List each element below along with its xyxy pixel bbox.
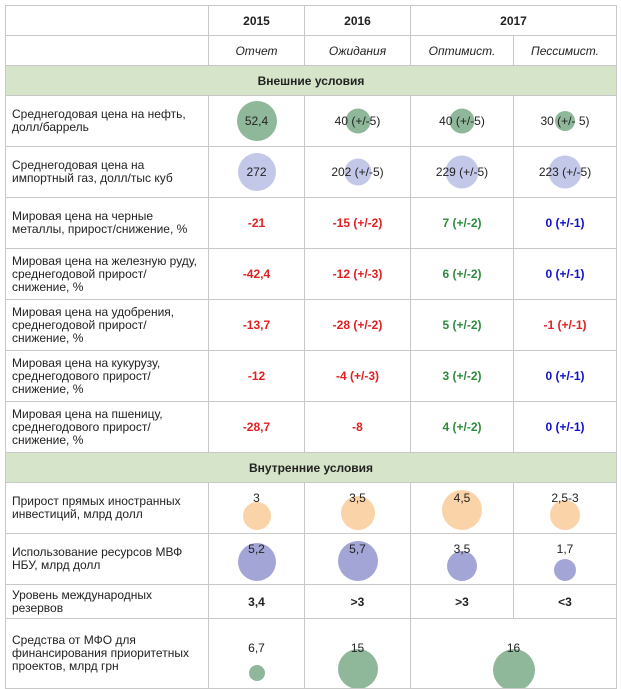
imf-2016: 5,7 xyxy=(305,534,411,585)
metals-2016: -15 (+/-2) xyxy=(305,198,411,249)
row-fdi xyxy=(6,483,617,534)
ore-2017-opt: 6 (+/-2) xyxy=(411,249,514,300)
bubble xyxy=(554,559,576,581)
wheat-2016: -8 xyxy=(305,402,411,453)
fertilizer-2015: -13,7 xyxy=(209,300,305,351)
section-internal: Внутренние условия xyxy=(6,453,617,483)
row-label: Мировая цена на удобрения, среднегодовой прирост/снижение, % xyxy=(6,300,209,351)
reserves-2017-pes: <3 xyxy=(514,585,617,619)
wheat-2015: -28,7 xyxy=(209,402,305,453)
corner-cell xyxy=(6,36,209,66)
ore-2015: -42,4 xyxy=(209,249,305,300)
row-corn xyxy=(6,351,617,402)
imf-2015: 5,2 xyxy=(209,534,305,585)
row-imf xyxy=(6,534,617,585)
row-ore xyxy=(6,249,617,300)
oil-2017-opt: 40 (+/-5) xyxy=(411,96,514,147)
corn-2017-opt: 3 (+/-2) xyxy=(411,351,514,402)
fertilizer-2016: -28 (+/-2) xyxy=(305,300,411,351)
ifi-2015: 6,7 xyxy=(209,619,305,689)
row-label: Прирост прямых иностранных инвестиций, млрд долл xyxy=(6,483,209,534)
fdi-2017-opt: 4,5 xyxy=(411,483,514,534)
wheat-2017-opt: 4 (+/-2) xyxy=(411,402,514,453)
oil-2015: 52,4 xyxy=(209,96,305,147)
row-ifi xyxy=(6,619,617,689)
wheat-2017-pes: 0 (+/-1) xyxy=(514,402,617,453)
fertilizer-2017-opt: 5 (+/-2) xyxy=(411,300,514,351)
scenario-pessimistic: Пессимист. xyxy=(514,36,617,66)
row-label: Мировая цена на черные металлы, прирост/снижение, % xyxy=(6,198,209,249)
oil-2017-pes: 30 (+/- 5) xyxy=(514,96,617,147)
scenario-optimistic: Оптимист. xyxy=(411,36,514,66)
year-2015: 2015 xyxy=(209,6,305,36)
row-label: Среднегодовая цена на импортный газ, долл/тыс куб xyxy=(6,147,209,198)
imf-2017-opt: 3,5 xyxy=(411,534,514,585)
year-2017: 2017 xyxy=(411,6,617,36)
scenario-expected: Ожидания xyxy=(305,36,411,66)
bubble xyxy=(249,665,265,681)
metals-2015: -21 xyxy=(209,198,305,249)
gas-2017-opt: 229 (+/-5) xyxy=(411,147,514,198)
row-label: Среднегодовая цена на нефть, долл/баррель xyxy=(6,96,209,147)
corn-2017-pes: 0 (+/-1) xyxy=(514,351,617,402)
row-label: Мировая цена на кукурузу, среднегодового прирост/снижение, % xyxy=(6,351,209,402)
gas-2017-pes: 223 (+/-5) xyxy=(514,147,617,198)
row-reserves xyxy=(6,585,617,619)
scenario-header-row xyxy=(6,36,617,66)
corn-2015: -12 xyxy=(209,351,305,402)
year-2016: 2016 xyxy=(305,6,411,36)
gas-2016: 202 (+/-5) xyxy=(305,147,411,198)
row-oil xyxy=(6,96,617,147)
ifi-2016: 15 xyxy=(305,619,411,689)
row-label: Уровень международных резервов xyxy=(6,585,209,619)
reserves-2015: 3,4 xyxy=(209,585,305,619)
row-label: Использование ресурсов МВФ НБУ, млрд долл xyxy=(6,534,209,585)
ifi-2017: 16 xyxy=(411,619,617,689)
corn-2016: -4 (+/-3) xyxy=(305,351,411,402)
row-label: Средства от МФО для финансирования приоритетных проектов, млрд грн xyxy=(6,619,209,689)
metals-2017-opt: 7 (+/-2) xyxy=(411,198,514,249)
row-label: Мировая цена на железную руду, среднегодовой прирост/снижение, % xyxy=(6,249,209,300)
row-label: Мировая цена на пшеницу, среднегодового прирост/снижение, % xyxy=(6,402,209,453)
section-external: Внешние условия xyxy=(6,66,617,96)
oil-2016: 40 (+/-5) xyxy=(305,96,411,147)
fdi-2016: 3,5 xyxy=(305,483,411,534)
row-fertilizer xyxy=(6,300,617,351)
reserves-2016: >3 xyxy=(305,585,411,619)
metals-2017-pes: 0 (+/-1) xyxy=(514,198,617,249)
row-gas xyxy=(6,147,617,198)
fdi-2017-pes: 2,5-3 xyxy=(514,483,617,534)
fdi-2015: 3 xyxy=(209,483,305,534)
year-header-row xyxy=(6,6,617,36)
ore-2017-pes: 0 (+/-1) xyxy=(514,249,617,300)
gas-2015: 272 xyxy=(209,147,305,198)
imf-2017-pes: 1,7 xyxy=(514,534,617,585)
fertilizer-2017-pes: -1 (+/-1) xyxy=(514,300,617,351)
scenario-report: Отчет xyxy=(209,36,305,66)
corner-cell xyxy=(6,6,209,36)
reserves-2017-opt: >3 xyxy=(411,585,514,619)
row-metals xyxy=(6,198,617,249)
forecast-table xyxy=(5,5,617,689)
ore-2016: -12 (+/-3) xyxy=(305,249,411,300)
bubble xyxy=(243,502,271,530)
row-wheat xyxy=(6,402,617,453)
